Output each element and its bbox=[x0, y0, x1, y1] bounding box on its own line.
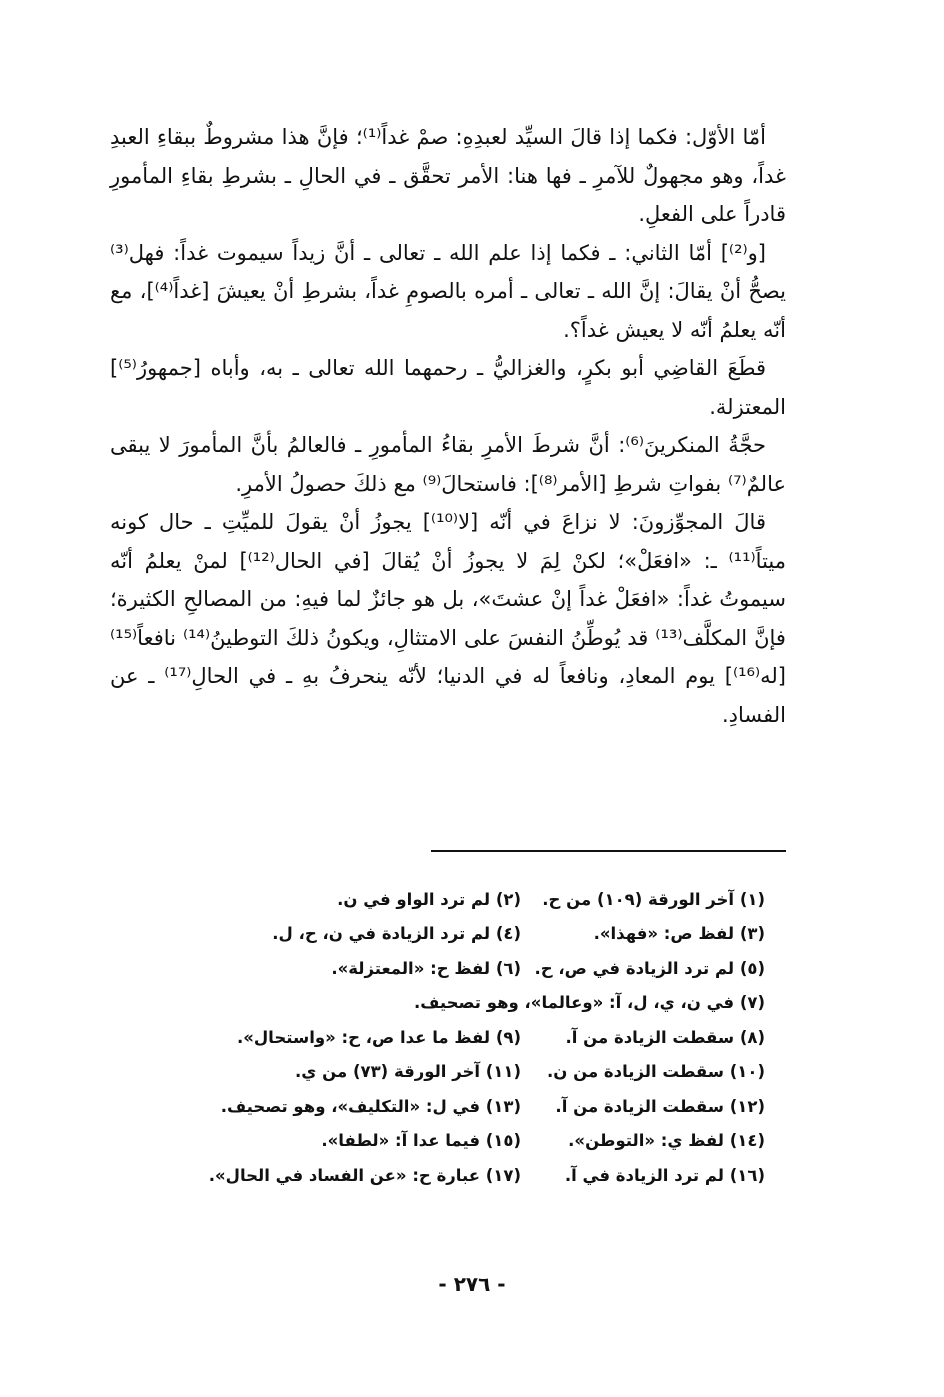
footnote: (١٠) سقطت الزيادة من ن. bbox=[547, 1062, 765, 1082]
footnote-row bbox=[115, 1124, 779, 1159]
footnote: (١) آخر الورقة (١٠٩) من ح. bbox=[542, 889, 765, 909]
footnote-row bbox=[115, 1055, 779, 1090]
paragraph-opinions: قطَعَ القاضِي أبو بكرٍ، والغزاليُّ ـ رحمهما الله تعالى ـ به، وأباه [جمهورُ⁽⁵⁾] المعتزلة. bbox=[110, 356, 786, 419]
footnote: (٨) سقطت الزيادة من آ. bbox=[565, 1027, 765, 1047]
footnote-row bbox=[115, 1020, 779, 1055]
footnote: (٦) لفظ ح: «المعتزلة». bbox=[331, 958, 521, 978]
footnote: (٢) لم ترد الواو في ن. bbox=[337, 889, 521, 909]
footnote: (٣) لفظ ص: «فهذا». bbox=[593, 924, 765, 944]
footnote: (١٦) لم ترد الزيادة في آ. bbox=[564, 1165, 765, 1185]
footnote-row bbox=[115, 917, 779, 952]
footnote: (٧) في ن، ي، ل، آ: «وعالما»، وهو تصحيف. bbox=[413, 993, 765, 1013]
footnotes bbox=[115, 882, 779, 1193]
footnote: (١٤) لفظ ي: «التوطن». bbox=[568, 1131, 765, 1151]
paragraph-second-case: [و⁽²⁾] أمّا الثاني: ـ فكما إذا علم الله ـ تعالى ـ أنَّ زيداً سيموت غداً: فهل⁽³⁾ يصحُّ أنْ يقالَ: إنَّ الله ـ تعالى ـ أمره بالصومِ غداً، بشرطِ أنْ يعيشَ [غداً⁽⁴⁾]، مع أنّه يعلمُ أنّه لا يعيش غداً؟. bbox=[110, 240, 786, 342]
footnote: (١٥) فيما عدا آ: «لطفا». bbox=[321, 1131, 521, 1151]
footnote-divider bbox=[431, 850, 786, 852]
footnote: (١١) آخر الورقة (٧٣) من ي. bbox=[295, 1062, 521, 1082]
paragraph-deniers-argument: حجَّةُ المنكرينَ⁽⁶⁾: أنَّ شرطَ الأمرِ بقاءُ المأمورِ ـ فالعالمُ بأنَّ المأمورَ لا يبقى عالمٌ⁽⁷⁾ بفواتِ شرطِ [الأمر⁽⁸⁾]: فاستحالَ⁽⁹⁾ مع ذلكَ حصولُ الأمرِ. bbox=[110, 433, 786, 496]
page-number: - ٢٧٦ - bbox=[438, 1272, 506, 1296]
footnote: (٥) لم ترد الزيادة في ص، ح. bbox=[534, 958, 765, 978]
footnote-row bbox=[115, 951, 779, 986]
footnote: (١٢) سقطت الزيادة من آ. bbox=[555, 1096, 765, 1116]
footnote-row bbox=[115, 882, 779, 917]
footnote-row bbox=[115, 1158, 779, 1193]
footnote-row bbox=[115, 1089, 779, 1124]
footnote: (١٣) في ل: «التكليف»، وهو تصحيف. bbox=[220, 1096, 521, 1116]
footnote-row bbox=[115, 986, 779, 1021]
paragraph-permitters-argument: قالَ المجوِّزونَ: لا نزاعَ في أنّه [لا⁽¹⁰⁾] يجوزُ أنْ يقولَ للميِّتِ ـ حال كونه ميتاً⁽¹¹⁾ ـ: «افعَلْ»؛ لكنْ لِمَ لا يجوزُ أنْ يُقالَ [في الحال⁽¹²⁾] لمنْ يعلمُ أنّه سيموتُ غداً: «افعَلْ غداً إنْ عشتَ»، بل هو جائزٌ لما فيهِ: من المصالحِ الكثيرة؛ فإنَّ المكلَّف⁽¹³⁾ قد يُوطِّنُ النفسَ على الامتثالِ، ويكونُ ذلكَ التوطينُ⁽¹⁴⁾ نافعاً⁽¹⁵⁾ [له⁽¹⁶⁾] يوم المعادِ، ونافعاً له في الدنيا؛ لأنّه ينحرفُ بهِ ـ في الحالِ⁽¹⁷⁾ ـ عن الفسادِ. bbox=[110, 510, 786, 727]
footnote: (٤) لم ترد الزيادة في ن، ح، ل. bbox=[272, 924, 521, 944]
footnote: (١٧) عبارة ح: «عن الفساد في الحال». bbox=[208, 1165, 521, 1185]
footnote: (٩) لفظ ما عدا ص، ح: «واستحال». bbox=[236, 1027, 521, 1047]
paragraph-first-case: أمّا الأوّل: فكما إذا قالَ السيِّد لعبدِهِ: صمْ غداً⁽¹⁾؛ فإنَّ هذا مشروطٌ ببقاءِ العبدِ غداً، وهو مجهولٌ للآمرِ ـ فها هنا: الأمر تحقَّق ـ في الحالِ ـ بشرطِ بقاءِ المأمورِ قادراً على الفعلِ. bbox=[110, 125, 786, 226]
main-text bbox=[110, 118, 786, 734]
